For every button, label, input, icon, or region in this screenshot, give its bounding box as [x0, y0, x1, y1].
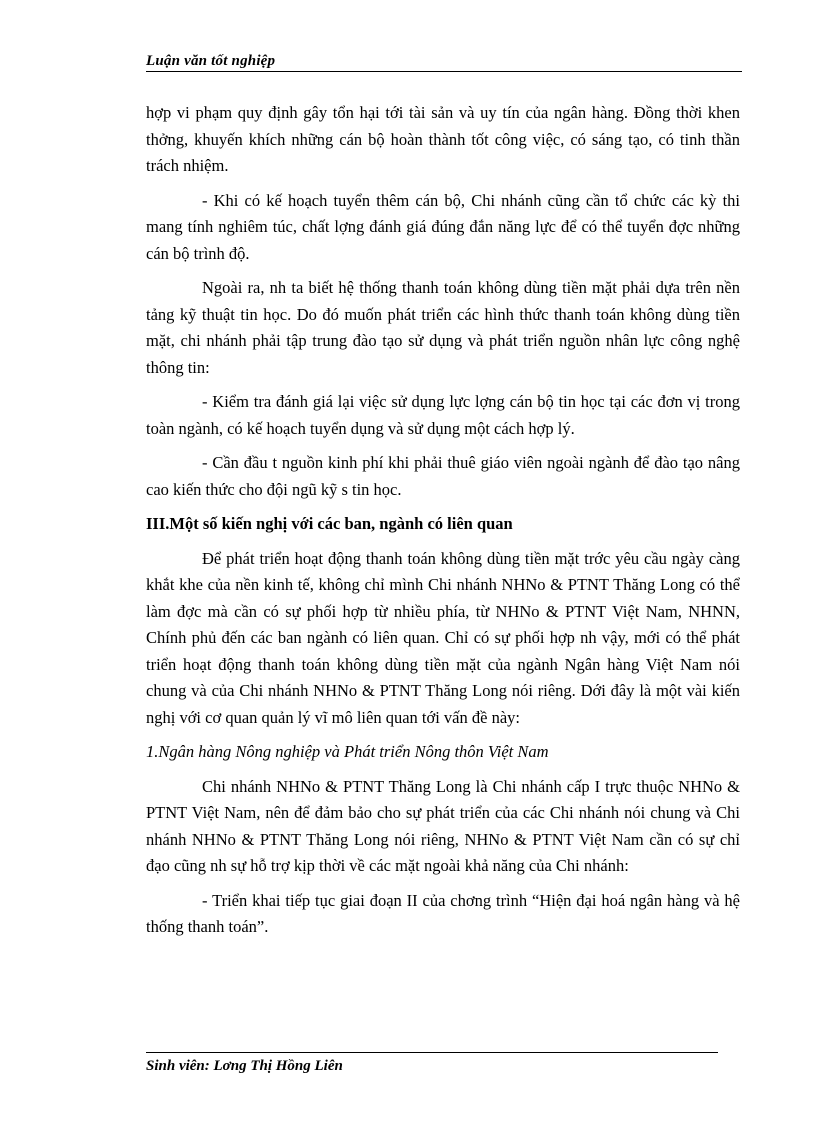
section-paragraph: Để phát triển hoạt động thanh toán không dùng tiền mặt trớc yêu cầu ngày càng khắt khe của nền kinh tế, không chỉ mình Chi nhánh NHNo & PTNT Thăng Long có thể làm đợc mà cần có sự phối hợp từ nhiều phía, từ NHNo & PTNT Việt Nam, NHNN, Chính phủ đến các ban ngành có liên quan. Chỉ có sự phối hợp nh vậy, mới có thể phát triển hoạt động thanh toán không dùng tiền mặt của ngành Ngân hàng Việt Nam nói chung và của Chi nhánh NHNo & PTNT Thăng Long nói riêng. Dới đây là một vài kiến nghị với cơ quan quản lý vĩ mô liên quan tới vấn đề này: [146, 548, 740, 727]
paragraph-it-training: Ngoài ra, nh ta biết hệ thống thanh toán không dùng tiền mặt phải dựa trên nền tảng kỹ thuật tin học. Do đó muốn phát triển các hình thức thanh toán không dùng tiền mặt, chi nhánh phải tập trung đào tạo sử dụng và phát triển nguồn nhân lực công nghệ thông tin: [146, 278, 740, 377]
paragraph-it-review: - Kiểm tra đánh giá lại việc sử dụng lực lợng cán bộ tin học tại các đơn vị trong toàn ngành, có kế hoạch tuyển dụng và sử dụng một cách hợp lý. [146, 392, 740, 438]
section-heading: III.Một số kiến nghị với các ban, ngành có liên quan [146, 514, 513, 533]
page-body [146, 100, 740, 941]
subsection-paragraph-1: Chi nhánh NHNo & PTNT Thăng Long là Chi nhánh cấp I trực thuộc NHNo & PTNT Việt Nam, nên để đảm bảo cho sự phát triển của các Chi nhánh nói chung và Chi nhánh NHNo & PTNT Thăng Long nói riêng, NHNo & PTNT Việt Nam cần có sự chỉ đạo cũng nh sự hỗ trợ kịp thời về các mặt ngoài khả năng của Chi nhánh: [146, 776, 740, 875]
subsection-heading: 1.Ngân hàng Nông nghiệp và Phát triển Nông thôn Việt Nam [146, 742, 549, 761]
paragraph-investment: - Cần đầu t nguồn kinh phí khi phải thuê giáo viên ngoài ngành để đào tạo nâng cao kiến thức cho đội ngũ kỹ s tin học. [146, 453, 740, 499]
header-title: Luận văn tốt nghiệp [146, 53, 276, 69]
paragraph-continuation: hợp vi phạm quy định gây tổn hại tới tài sản và uy tín của ngân hàng. Đồng thời khen thởng, khuyến khích những cán bộ hoàn thành tốt công việc, có sáng tạo, có tinh thần trách nhiệm. [146, 103, 740, 175]
paragraph-recruitment: - Khi có kế hoạch tuyển thêm cán bộ, Chi nhánh cũng cần tổ chức các kỳ thi mang tính nghiêm túc, chất lợng đánh giá đúng đắn năng lực để có thể tuyển đợc những cán bộ trình độ. [146, 190, 740, 263]
page-footer [146, 1052, 718, 1074]
subsection-paragraph-2: - Triển khai tiếp tục giai đoạn II của chơng trình “Hiện đại hoá ngân hàng và hệ thống thanh toán”. [146, 890, 740, 936]
page-header [146, 52, 742, 72]
footer-author: Sinh viên: Lơng Thị Hồng Liên [146, 1058, 343, 1074]
